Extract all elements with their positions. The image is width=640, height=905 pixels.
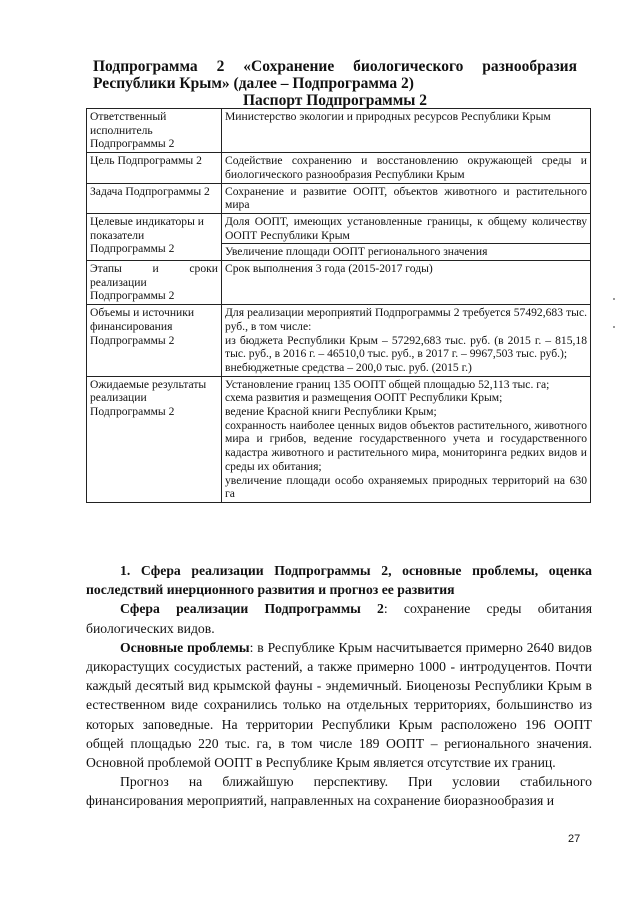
funding-item: Для реализации мероприятий Подпрограммы 2 требуется 57492,683 тыс. руб., в том числе: — [225, 306, 587, 333]
subprogram-heading-continued: Республики Крым» (далее – Подпрограмма 2) — [93, 75, 414, 92]
scope-paragraph — [86, 599, 592, 637]
page-number: 27 — [568, 833, 581, 845]
row-value: Сохранение и развитие ООПТ, объектов животного и растительного мира — [222, 183, 591, 213]
table-row — [87, 153, 591, 183]
section-body — [86, 561, 592, 811]
table-row — [87, 376, 591, 502]
subprogram-heading: Подпрограмма 2 «Сохранение биологического разнообразия — [93, 58, 577, 75]
indicator-item: Увеличение площади ООПТ регионального значения — [222, 243, 590, 259]
table-row — [87, 213, 591, 260]
row-value — [222, 376, 591, 502]
row-value: Срок выполнения 3 года (2015-2017 годы) — [222, 261, 591, 305]
scan-speck — [613, 298, 615, 300]
passport-title: Паспорт Подпрограммы 2 — [242, 92, 428, 109]
result-item: Установление границ 135 ООПТ общей площадью 52,113 тыс. га; — [225, 377, 550, 391]
row-label: Целевые индикаторы и показатели Подпрограммы 2 — [87, 213, 222, 260]
section-title: 1. Сфера реализации Подпрограммы 2, основные проблемы, оценка последствий инерционного развития и прогноз ее развития — [86, 563, 592, 598]
scope-label: Сфера реализации Подпрограммы 2 — [120, 601, 384, 617]
row-label: Объемы и источники финансирования Подпрограммы 2 — [87, 305, 222, 377]
funding-item: внебюджетные средства – 200,0 тыс. руб. (2015 г.) — [225, 360, 472, 374]
table-row — [87, 261, 591, 305]
row-value — [222, 305, 591, 377]
scope-text: : сохранение среды обитания биологических видов. — [86, 601, 592, 636]
row-value — [222, 213, 591, 260]
row-value: Министерство экологии и природных ресурсов Республики Крым — [222, 109, 591, 153]
forecast-paragraph: Прогноз на ближайшую перспективу. При условии стабильного финансирования мероприятий, направленных на сохранение биоразнообразия и — [86, 774, 592, 809]
problems-label: Основные проблемы — [120, 639, 250, 655]
row-label: Ответственный исполнитель Подпрограммы 2 — [87, 109, 222, 153]
table-row — [87, 305, 591, 377]
scan-speck — [613, 326, 615, 328]
row-label: Цель Подпрограммы 2 — [87, 153, 222, 183]
passport-table — [86, 108, 591, 503]
row-label: Этапы и сроки реализации Подпрограммы 2 — [87, 261, 222, 305]
row-value: Содействие сохранению и восстановлению окружающей среды и биологического разнообразия Республики Крым — [222, 153, 591, 183]
row-label: Ожидаемые результаты реализации Подпрограммы 2 — [87, 376, 222, 502]
result-item: сохранность наиболее ценных видов объектов растительного, животного мира и грибов, ведение государственного учета и государственного кадастра животного и растительного мира, мониторинга редких видов и среды их обитания; — [225, 418, 587, 473]
problems-paragraph — [86, 638, 592, 772]
result-item: увеличение площади особо охраняемых природных территорий на 630 га — [225, 473, 587, 501]
result-item: схема развития и размещения ООПТ Республики Крым; — [225, 391, 503, 405]
row-label: Задача Подпрограммы 2 — [87, 183, 222, 213]
indicator-item: Доля ООПТ, имеющих установленные границы, к общему количеству ООПТ Республики Крым — [225, 214, 587, 242]
problems-text: : в Республике Крым насчитывается примерно 2640 видов дикорастущих сосудистых растений, а также примерно 1000 - интродуцентов. Почти каждый десятый вид крымской фауны - эндемичный. Биоценозы Республики Крым в естественном виде сохранились только на отдельных территориях, большинство из которых заповедные. На территории Республики Крым расположено 196 ООПТ общей площадью 220 тыс. га, в том числе 189 ООПТ – регионального значения. Основной проблемой ООПТ в Республике Крым является отсутствие их границ. — [86, 639, 592, 771]
result-item: ведение Красной книги Республики Крым; — [225, 405, 437, 419]
table-row — [87, 183, 591, 213]
table-row — [87, 109, 591, 153]
funding-item: из бюджета Республики Крым – 57292,683 тыс. руб. (в 2015 г. – 815,18 тыс. руб., в 2016 г. – 46510,0 тыс. руб., в 2017 г. – 9967,503 тыс. руб.); — [225, 333, 587, 361]
